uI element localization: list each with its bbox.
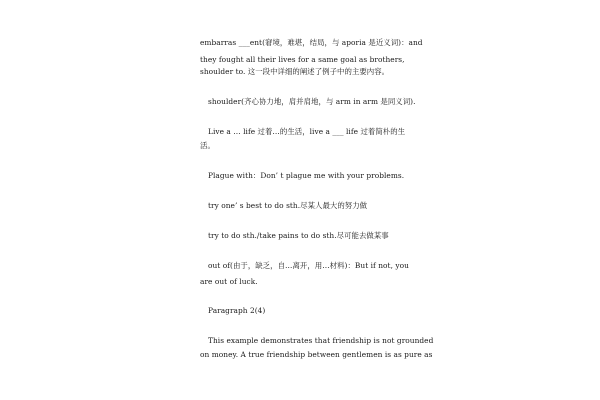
text-line: try to do sth./take pains to do sth.尽可能去做某事: [208, 231, 389, 240]
text-line: Plague with：Don’ t plague me with your problems.: [208, 171, 405, 180]
text-line: are out of luck.: [200, 277, 258, 286]
text-line: 活。: [200, 141, 215, 150]
text-line: embarras ___ent(窘境，难堪，结局，与 aporia 是近义词)：and: [200, 38, 423, 47]
text-line: shoulder(齐心协力地，肩并肩地，与 arm in arm 是同义词).: [208, 97, 416, 106]
section-heading: Paragraph 2(4): [208, 306, 266, 315]
text-line: try one’ s best to do sth.尽某人最大的努力做: [208, 201, 368, 210]
text-line: shoulder to. 这一段中详细的阐述了例子中的主要内容。: [200, 67, 390, 76]
text-line: This example demonstrates that friendship is not grounded: [208, 336, 434, 345]
text-line: out of(由于，缺乏，自…离开，用…材料)：But if not, you: [208, 261, 409, 270]
text-line: Live a … life 过着…的生活，live a ___ life 过着简朴的生: [208, 127, 406, 136]
text-line: they fought all their lives for a same goal as brothers,: [200, 55, 405, 64]
text-line: on money. A true friendship between gentlemen is as pure as: [200, 350, 433, 359]
